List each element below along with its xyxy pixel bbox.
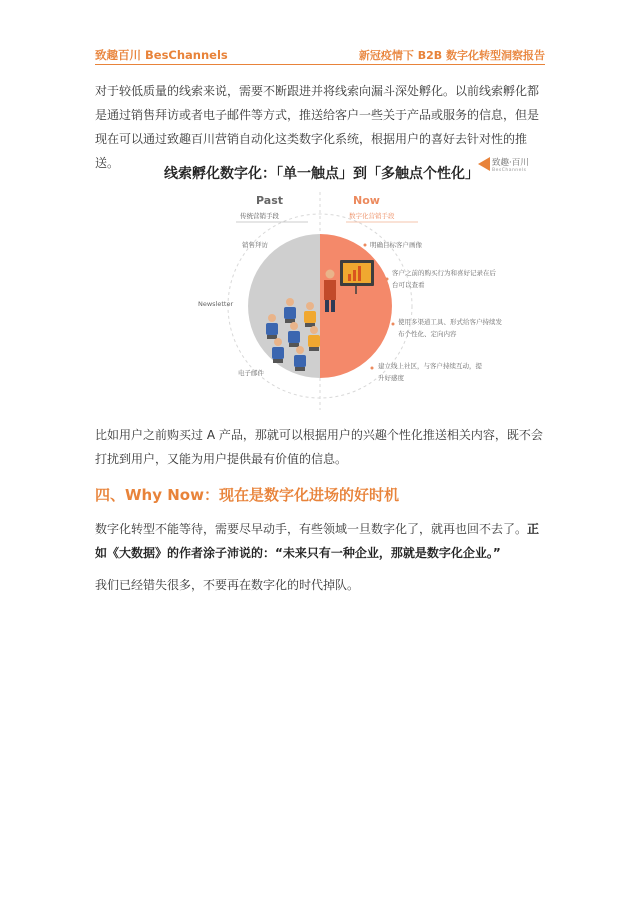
logo-mark-icon	[478, 157, 490, 171]
past-sublabel: 传统营销手段	[240, 212, 279, 220]
page-header	[95, 47, 545, 67]
now-item-target-persona: 明确目标客户画像	[370, 241, 422, 249]
header-brand: 致趣百川 BesChannels	[95, 48, 228, 62]
past-item-email: 电子邮件	[238, 369, 264, 377]
header-report-title: 新冠疫情下 B2B 数字化转型洞察报告	[358, 49, 545, 62]
now-sublabel: 数字化营销手段	[349, 212, 395, 220]
now-half-circle	[320, 234, 392, 378]
now-item-community: 建立线上社区，与客户持续互动，提升好感度	[378, 362, 482, 382]
now-bullet	[364, 244, 367, 247]
now-bullet	[392, 323, 395, 326]
paragraph-example: 比如用户之前购买过 A 产品，那就可以根据用户的兴趣个性化推送相关内容，既不会打扰到用户，又能为用户提供最有价值的信息。	[95, 428, 543, 466]
now-item-multichannel: 使用多渠道工具、形式给客户持续发布个性化、定向内容	[398, 318, 502, 338]
now-label: Now	[353, 194, 380, 207]
paragraph-digital-transformation	[95, 517, 545, 565]
section-heading-why-now: 四、Why Now：现在是数字化进场的好时机	[95, 486, 399, 504]
paragraph-lead-nurturing: 对于较低质量的线索来说，需要不断跟进并将线索向漏斗深处孵化。以前线索孵化都是通过销售拜访或者电子邮件等方式，推送给客户一些关于产品或服务的信息，但是现在可以通过致趣百川营销自动化这类数字化系统，根据用户的喜好去针对性的推送。	[95, 84, 540, 170]
paragraph-conclusion: 我们已经错失很多，不要再在数字化的时代掉队。	[95, 578, 360, 592]
now-bullet	[371, 367, 374, 370]
figure-title: 线索孵化数字化：「单一触点」到「多触点个性化」	[164, 166, 479, 182]
paragraph3-normal-text: 数字化转型不能等待，需要尽早动手，有些领域一旦数字化了，就再也回不去了。	[95, 522, 528, 536]
logo-subtext: BesChannels	[492, 168, 527, 173]
now-item-purchase-history: 客户之前的购买行为和喜好记录在后台可以查看	[392, 269, 496, 289]
paragraph3-quote: 正如《大数据》的作者涂子沛说的：“未来只有一种企业，那就是数字化企业。”	[95, 522, 540, 560]
past-item-sales-visit: 销售拜访	[242, 241, 268, 249]
beschannels-logo	[478, 155, 530, 179]
lead-nurturing-figure	[160, 152, 529, 412]
past-item-newsletter: Newsletter	[198, 300, 234, 308]
now-bullet	[386, 278, 389, 281]
logo-name: 致趣·百川	[492, 158, 529, 168]
past-label: Past	[256, 194, 283, 207]
header-rule	[95, 64, 545, 65]
